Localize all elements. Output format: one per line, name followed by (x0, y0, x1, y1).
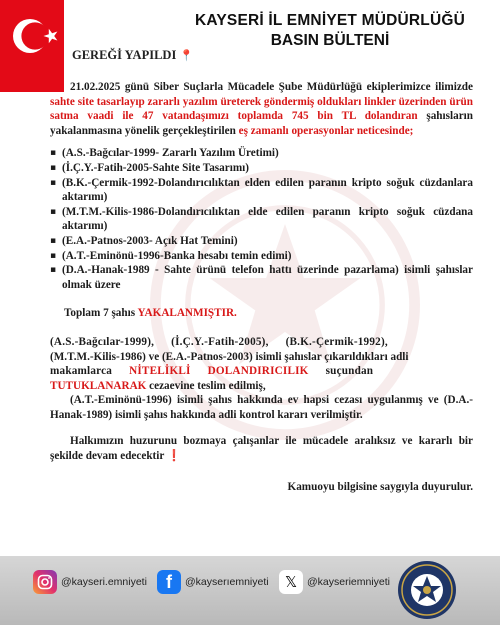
list-item: ▪ (B.K.-Çermik-1992-Dolandırıcılıktan elden edilen paranın kripto soğuk cüzdanlara aktarımı) (50, 176, 473, 205)
closing-paragraph (50, 434, 473, 463)
instagram-link[interactable] (33, 570, 147, 594)
arrest-highlight-4: TUTUKLANARAK (50, 379, 147, 392)
arrest-line-2: (M.T.M.-Kilis-1986) ve (E.A.-Patnos-2003) isimli şahıslar çıkarıldıkları adli (50, 350, 409, 363)
police-badge-logo (397, 560, 457, 620)
arrest-line-1: (A.S.-Bağcılar-1999), (İ.Ç.Y.-Fatih-2005), (B.K.-Çermik-1992), (50, 335, 388, 348)
arrest-text-3b: suçundan (308, 365, 374, 378)
total-line (64, 306, 473, 321)
crescent-star-icon (0, 0, 64, 92)
geregi-label (72, 48, 193, 63)
total-highlight: YAKALANMIŞTIR. (137, 307, 237, 320)
intro-highlight-1: sahte site tasarlayıp zararlı yazılım üreterek göndermiş oldukları linkler üzerinden ürün satma vaadi ile 47 vatandaşımızı toplamda 745 bin TL dolandıran (50, 95, 473, 123)
instagram-handle: @kayseri.emniyeti (61, 576, 147, 588)
bulletin-header (180, 12, 480, 50)
suspect-list (50, 146, 473, 292)
x-link[interactable] (279, 570, 390, 594)
header-title: KAYSERİ İL EMNİYET MÜDÜRLÜĞÜ (195, 12, 465, 29)
arrest-line-4 (50, 379, 473, 394)
intro-text-1: 21.02.2025 günü Siber Suçlarla Mücadele Şube Müdürlüğü ekiplerimizce ilimizde (70, 81, 473, 93)
list-item: ▪ (A.T.-Eminönü-1996-Banka hesabı temin edimi) (50, 249, 473, 264)
arrest-line-3 (50, 364, 473, 379)
x-icon: 𝕏 (279, 570, 303, 594)
intro-paragraph (50, 80, 473, 138)
bulletin-body (50, 80, 473, 494)
header-subtitle: BASIN BÜLTENİ (270, 32, 390, 49)
arrest-line-5: (A.T.-Eminönü-1996) isimli şahıs hakkında ev hapsi cezası uygulanmış ve (D.A.-Hanak-1989) isimli şahıs hakkında adli kontrol kararı verilmiştir. (50, 394, 473, 421)
pin-icon: 📍 (179, 49, 194, 62)
intro-text-2: şahısların yakalanmasına yönelik gerçekleştirilen (50, 110, 473, 137)
total-text: Toplam 7 şahıs (64, 307, 138, 320)
arrest-text-3a: makamlarca (50, 365, 130, 378)
list-item: ▪ (E.A.-Patnos-2003- Açık Hat Temini) (50, 234, 473, 249)
arrest-paragraph (50, 335, 473, 423)
x-handle: @kayseriemniyeti (307, 576, 391, 588)
list-item: ▪ (A.S.-Bağcılar-1999- Zararlı Yazılım Üretimi) (50, 146, 473, 161)
signoff: Kamuoyu bilgisine saygıyla duyurulur. (287, 480, 473, 493)
exclamation-icon: ❗ (166, 449, 181, 463)
arrest-highlight-3: NİTELİKLİ DOLANDIRICILIK (129, 365, 309, 378)
turkish-flag (0, 0, 64, 92)
intro-highlight-2: eş zamanlı operasyonlar neticesinde; (238, 124, 414, 137)
facebook-handle: @kayserıemniyeti (185, 576, 269, 588)
facebook-icon: f (157, 570, 181, 594)
list-item: ▪ (M.T.M.-Kilis-1986-Dolandırıcılıktan elde edilen paranın kripto soğuk cüzdana aktarımı) (50, 205, 473, 234)
facebook-link[interactable] (157, 570, 269, 594)
closing-text: Halkımızın huzurunu bozmaya çalışanlar ile mücadele aralıksız ve kararlı bir şekilde devam edecektir (50, 435, 473, 463)
arrest-text-4b: cezaevine teslim edilmiş, (146, 379, 266, 392)
geregi-text: GEREĞİ YAPILDI (72, 48, 177, 62)
list-item: ▪ (İ.Ç.Y.-Fatih-2005-Sahte Site Tasarımı) (50, 161, 473, 176)
list-item: ▪ (D.A.-Hanak-1989 - Sahte ürünü telefon hattı üzerinde pazarlama) isimli şahıslar olmak üzere (50, 263, 473, 292)
instagram-icon (33, 570, 57, 594)
